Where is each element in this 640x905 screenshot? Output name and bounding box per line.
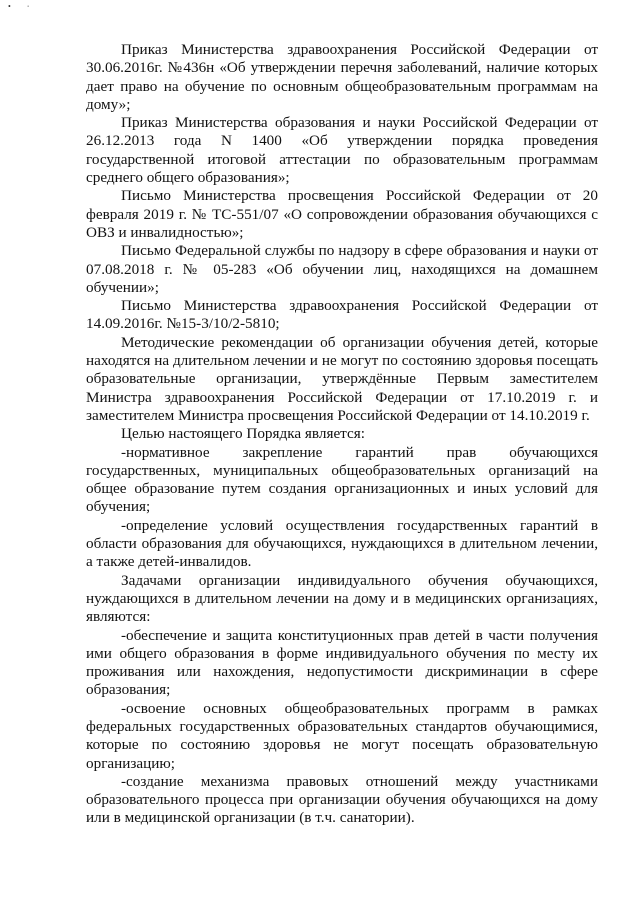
scan-marks: • ⋅ [8, 2, 30, 11]
paragraph-order-education-1400: Приказ Министерства образования и науки Российской Федерации от 26.12.2013 года N 1400 «Об утверждении порядка проведения государственной итоговой аттестации по образовательным программам среднего общего образования»; [86, 114, 598, 187]
paragraph-letter-enlightenment: Письмо Министерства просвещения Российской Федерации от 20 февраля 2019 г. № ТС-551/07 «О сопровождении образования обучающихся с ОВЗ и инвалидностью»; [86, 187, 598, 241]
paragraph-letter-health: Письмо Министерства здравоохранения Российской Федерации от 14.09.2016г. №15-3/10/2-5810; [86, 297, 598, 333]
paragraph-tasks-heading: Задачами организации индивидуального обучения обучающихся, нуждающихся в длительном лечении на дому и в медицинских организациях, являются: [86, 571, 598, 626]
paragraph-goal-heading: Целью настоящего Порядка является: [121, 425, 365, 443]
paragraph-task-item-3: -создание механизма правовых отношений между участниками образовательного процесса при организации обучения обучающихся на дому или в медицинской организации (в т.ч. санатории). [86, 772, 598, 827]
paragraph-order-health-436n: Приказ Министерства здравоохранения Российской Федерации от 30.06.2016г. №436н «Об утверждении перечня заболеваний, наличие которых дает право на обучение по основным общеобразовательным программам на дому»; [86, 41, 598, 113]
paragraph-methodical-recommendations: Методические рекомендации об организации обучения детей, которые находятся на длительном лечении и не могут по состоянию здоровья посещать образовательные организации, утверждённые Первым заместителем Министра здравоохранения Российской Федерации от 17.10.2019 г. и заместителем Министра просвещения Российской Федерации от 14.10.2019 г. [86, 333, 598, 424]
paragraph-task-item-1: -обеспечение и защита конституционных прав детей в части получения ими общего образования в форме индивидуального обучения по месту их проживания или нахождения, недопустимости дискриминации в сфере образования; [86, 626, 598, 699]
paragraph-goal-item-1: -нормативное закрепление гарантий прав обучающихся государственных, муниципальных общеобразовательных организаций на общее образование путем создания организационных и иных условий для обучения; [86, 443, 598, 516]
paragraph-goal-item-2: -определение условий осуществления государственных гарантий в области образования для обучающихся, нуждающихся в длительном лечении, а также детей-инвалидов. [86, 516, 598, 571]
paragraph-letter-rosobrnadzor: Письмо Федеральной службы по надзору в сфере образования и науки от 07.08.2018 г. № 05-283 «Об обучении лиц, находящихся на домашнем обучении»; [86, 242, 598, 296]
document-page [86, 41, 598, 828]
paragraph-task-item-2: -освоение основных общеобразовательных программ в рамках федеральных государственных образовательных стандартов обучающимися, которые по состоянию здоровья не могут посещать образовательную организацию; [86, 699, 598, 772]
